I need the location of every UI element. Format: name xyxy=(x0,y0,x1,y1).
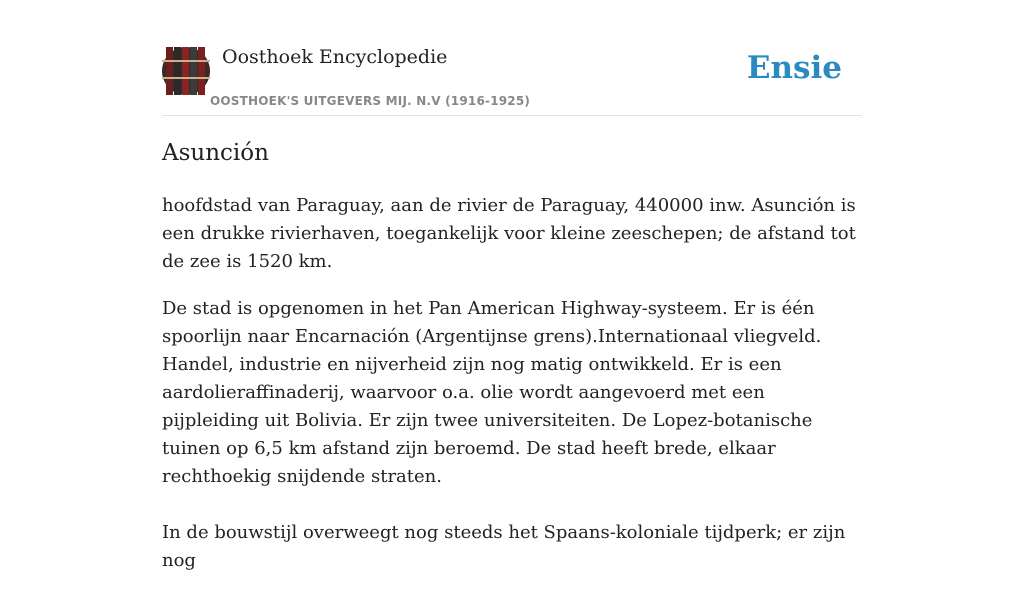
publisher-name[interactable]: Oosthoek Encyclopedie xyxy=(222,46,448,68)
header-divider xyxy=(162,115,862,116)
book-spine-icon xyxy=(190,47,197,95)
article-paragraph: In de bouwstijl overweegt nog steeds het Spaans-koloniale tijdperk; er zijn nog xyxy=(162,522,846,571)
book-band-icon xyxy=(162,60,210,62)
book-band-icon xyxy=(162,77,210,79)
book-spine-icon xyxy=(182,47,189,95)
article-body xyxy=(162,192,862,594)
article-paragraph: De stad is opgenomen in het Pan American Highway-systeem. Er is één spoorlijn naar Encarnación (Argentijnse grens).Internationaal vliegveld. Handel, industrie en nijverheid zijn nog matig ontwikkeld. Er is een aardolieraffinaderij, waarvoor o.a. olie wordt aangevoerd met een pijpleiding uit Bolivia. Er zijn twee universiteiten. De Lopez-botanische tuinen op 6,5 km afstand zijn beroemd. De stad heeft brede, elkaar rechthoekig snijdende straten. xyxy=(162,298,822,487)
article-page xyxy=(162,0,862,571)
page-title: Asunción xyxy=(162,140,269,166)
book-spine-icon xyxy=(166,47,173,95)
article-paragraph: hoofdstad van Paraguay, aan de rivier de Paraguay, 440000 inw. Asunción is een drukke rivierhaven, toegankelijk voor kleine zeeschepen; de afstand tot de zee is 1520 km. xyxy=(162,195,856,272)
book-spine-icon xyxy=(198,47,205,95)
book-spine-icon xyxy=(174,47,181,95)
publisher-avatar[interactable] xyxy=(162,47,210,95)
publisher-subtitle: OOSTHOEK'S UITGEVERS MIJ. N.V (1916-1925) xyxy=(210,94,531,108)
ensie-logo[interactable]: Ensie xyxy=(746,50,842,86)
